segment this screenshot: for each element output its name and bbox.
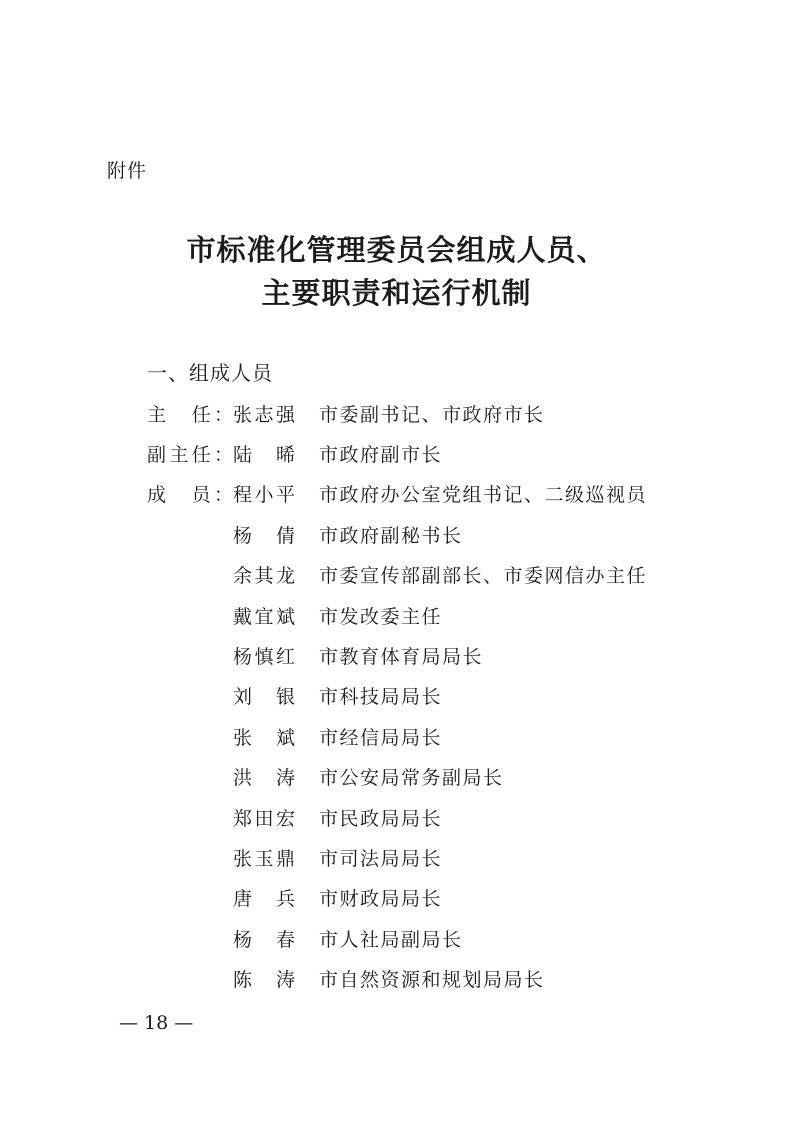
member-name: 洪涛 — [233, 767, 295, 790]
member-name: 杨慎红 — [233, 646, 295, 669]
member-name: 张志强 — [233, 403, 295, 426]
member-name: 张玉鼎 — [233, 847, 295, 870]
member-row — [147, 837, 747, 877]
member-position: 市司法局局长 — [319, 847, 443, 870]
member-name: 杨倩 — [233, 524, 295, 547]
member-position: 市政府副秘书长 — [319, 524, 463, 547]
member-name: 郑田宏 — [233, 807, 295, 830]
member-row — [147, 433, 747, 473]
member-name: 唐兵 — [233, 888, 295, 911]
member-name: 陈涛 — [233, 969, 295, 992]
member-name: 杨春 — [233, 928, 295, 951]
member-row — [147, 555, 747, 595]
member-row — [147, 797, 747, 837]
member-position: 市公安局常务副局长 — [319, 767, 504, 790]
member-row — [147, 393, 747, 433]
document-title-line-1: 市标准化管理委员会组成人员、 — [186, 233, 607, 267]
member-role: 主 任： — [147, 403, 233, 426]
member-position: 市委副书记、市政府市长 — [319, 403, 545, 426]
member-name: 张斌 — [233, 726, 295, 749]
member-position: 市政府副市长 — [319, 444, 443, 467]
member-position: 市民政局局长 — [319, 807, 443, 830]
member-row — [147, 595, 747, 635]
member-position: 市自然资源和规划局局长 — [319, 969, 545, 992]
member-row — [147, 716, 747, 756]
member-row — [147, 676, 747, 716]
attachment-label: 附件 — [107, 160, 148, 182]
member-row — [147, 958, 747, 998]
member-role: 副主任： — [147, 444, 233, 467]
member-list — [147, 393, 747, 999]
member-name: 陆晞 — [233, 444, 295, 467]
member-position: 市教育体育局局长 — [319, 646, 484, 669]
member-row — [147, 514, 747, 554]
member-position: 市财政局局长 — [319, 888, 443, 911]
member-name: 余其龙 — [233, 565, 295, 588]
member-row — [147, 918, 747, 958]
member-row — [147, 757, 747, 797]
member-position: 市政府办公室党组书记、二级巡视员 — [319, 484, 648, 507]
member-position: 市人社局副局长 — [319, 928, 463, 951]
member-position: 市委宣传部副部长、市委网信办主任 — [319, 565, 648, 588]
member-row — [147, 474, 747, 514]
member-name: 刘银 — [233, 686, 295, 709]
member-name: 程小平 — [233, 484, 295, 507]
member-position: 市经信局局长 — [319, 726, 443, 749]
member-row — [147, 635, 747, 675]
member-position: 市科技局局长 — [319, 686, 443, 709]
document-title-line-2: 主要职责和运行机制 — [261, 276, 532, 310]
section-heading: 一、组成人员 — [147, 361, 273, 385]
member-name: 戴宜斌 — [233, 605, 295, 628]
page-number: — 18 — — [119, 1012, 194, 1034]
member-row — [147, 878, 747, 918]
member-role: 成 员： — [147, 484, 233, 507]
member-position: 市发改委主任 — [319, 605, 443, 628]
